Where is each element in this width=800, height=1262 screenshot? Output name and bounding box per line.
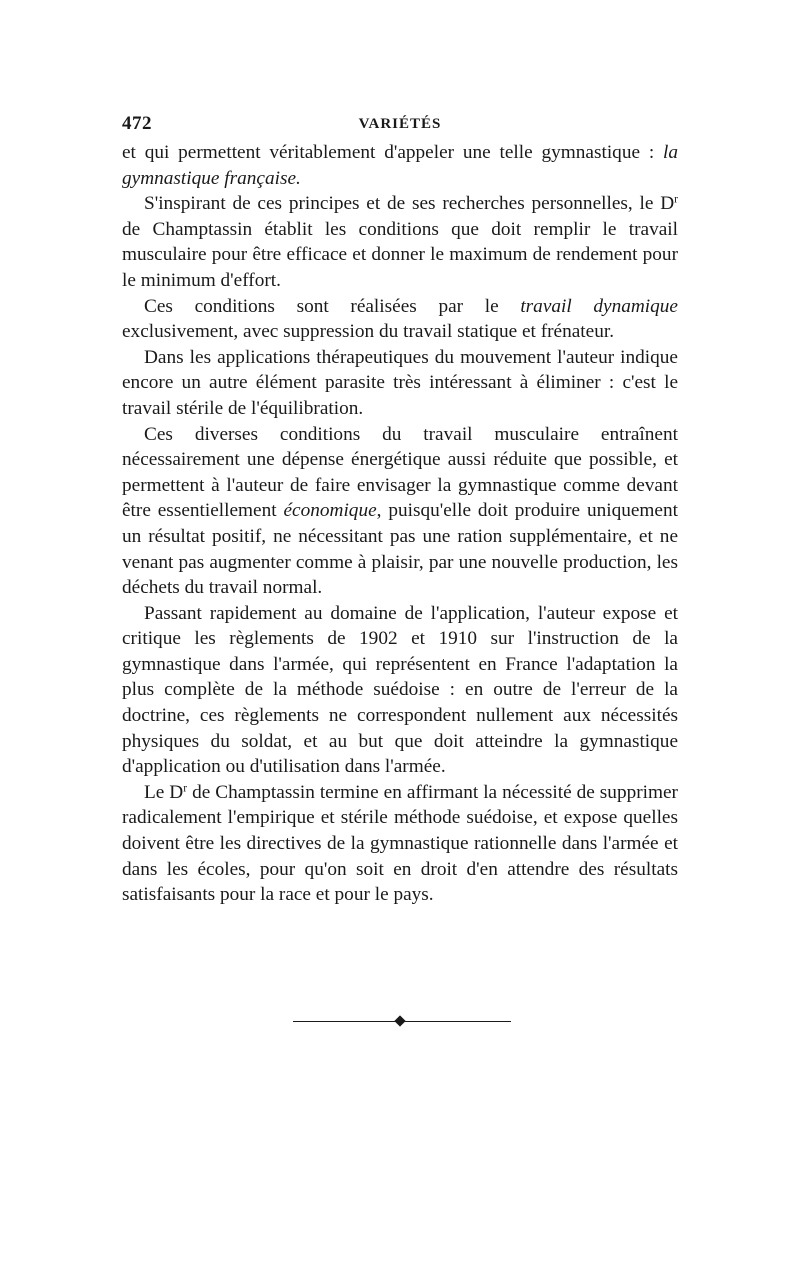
text-run: , puisqu'elle doit produire uniquement un résultat positif, ne nécessitant pas une ration supplémentaire, et ne venant pas augmenter comme à plaisir, par une nouvelle production, les déchets du travail normal.	[122, 500, 678, 599]
italic-text: économique	[283, 500, 377, 522]
italic-text: travail dynamique	[520, 295, 678, 317]
text-run: et qui permettent véritablement d'appeler une telle gymnastique :	[122, 142, 663, 163]
document-page	[122, 110, 678, 908]
page-header	[122, 110, 678, 140]
section-end-ornament	[293, 1016, 511, 1028]
running-title: VARIÉTÉS	[358, 116, 442, 132]
paragraph	[122, 294, 678, 345]
page-number: 472	[122, 113, 152, 134]
text-run: Passant rapidement au domaine de l'application, l'auteur expose et critique les règlements de 1902 et 1910 sur l'instruction de la gymnastique dans l'armée, qui représentent en France l'adaptation la plus complète de la méthode suédoise : en outre de l'erreur de la doctrine, ces règlements ne correspondent nullement aux nécessités physiques du soldat, et au but que doit atteindre la gymnastique d'application ou d'utilisation dans l'armée.	[122, 602, 678, 778]
italic-text: la gymnastique française.	[122, 142, 678, 189]
paragraph	[122, 191, 678, 293]
text-run: Ces conditions sont réalisées par le	[144, 295, 521, 317]
article-body	[122, 140, 678, 908]
paragraph	[122, 422, 678, 601]
superscript: r	[183, 781, 188, 795]
paragraph	[122, 601, 678, 780]
text-run: exclusivement, avec suppression du travail statique et frénateur.	[122, 321, 615, 343]
paragraph	[122, 345, 678, 422]
paragraph	[122, 140, 678, 191]
paragraph	[122, 780, 678, 908]
text-run: Le D	[144, 781, 184, 803]
text-run: de Champtassin établit les conditions que doit remplir le travail musculaire pour être efficace et donner le maximum de rendement pour le minimum d'effort.	[122, 218, 678, 291]
text-run: Dans les applications thérapeutiques du mouvement l'auteur indique encore un autre élément parasite très intéressant à éliminer : c'est le travail stérile de l'équilibration.	[122, 346, 678, 419]
text-run: Ces diverses conditions du travail musculaire entraînent nécessairement une dépense énergétique aussi réduite que possible, et permettent à l'auteur de faire envisager la gymnastique comme devant être essentiellement	[122, 423, 678, 522]
text-run: S'inspirant de ces principes et de ses recherches personnelles, le D	[144, 193, 675, 215]
superscript: r	[674, 192, 678, 206]
diamond-icon	[394, 1015, 405, 1026]
text-run: de Champtassin termine en affirmant la nécessité de supprimer radicalement l'empirique et stérile méthode suédoise, et expose quelles doivent être les directives de la gymnastique rationnelle dans l'armée et dans les écoles, pour qu'on soit en droit d'en attendre des résultats satisfaisants pour la race et pour le pays.	[122, 781, 678, 906]
